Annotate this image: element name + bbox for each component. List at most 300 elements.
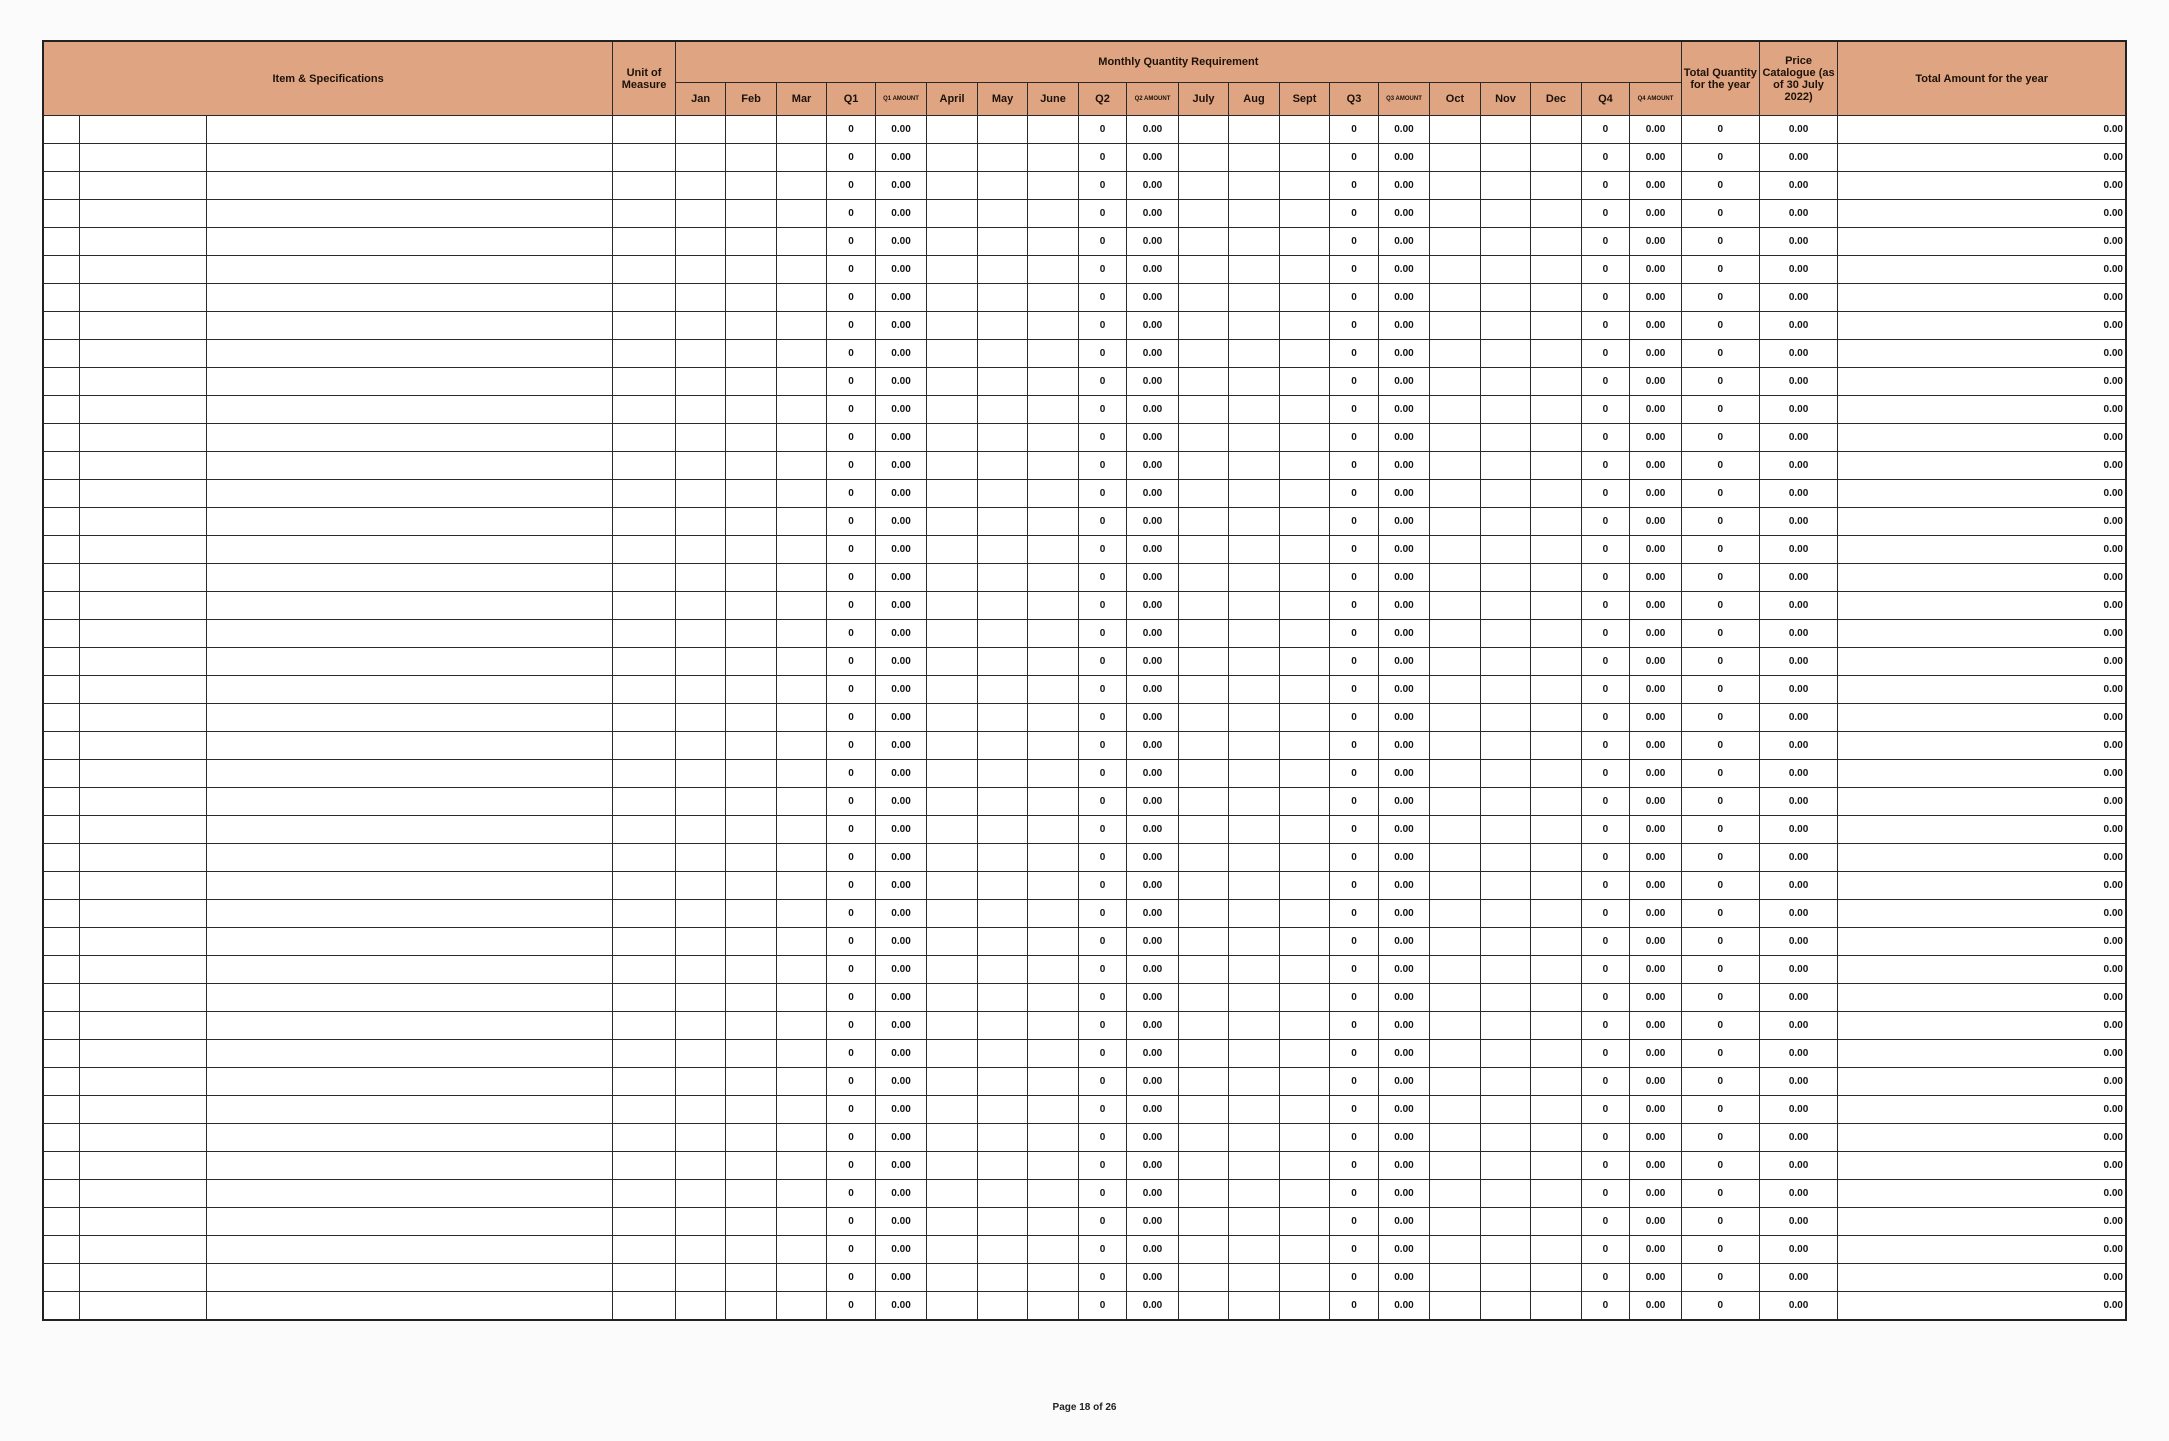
- jul-cell: [1178, 508, 1229, 536]
- total-amount-cell: 0.00: [1838, 788, 2126, 816]
- sep-cell: [1279, 1152, 1330, 1180]
- total-quantity-cell: 0: [1681, 200, 1759, 228]
- mar-cell: [776, 788, 827, 816]
- price-cell: 0.00: [1759, 312, 1838, 340]
- sep-cell: [1279, 1096, 1330, 1124]
- nov-cell: [1480, 1180, 1531, 1208]
- q1-amount-cell: 0.00: [875, 844, 927, 872]
- feb-cell: [726, 284, 777, 312]
- q1-amount-cell: 0.00: [875, 732, 927, 760]
- q3-cell: 0: [1330, 536, 1378, 564]
- total-quantity-cell: 0: [1681, 116, 1759, 144]
- jun-cell: [1028, 1208, 1079, 1236]
- feb-cell: [726, 676, 777, 704]
- q1-cell: 0: [827, 788, 875, 816]
- nov-cell: [1480, 172, 1531, 200]
- jul-cell: [1178, 424, 1229, 452]
- jul-cell: [1178, 788, 1229, 816]
- dec-cell: [1531, 1124, 1582, 1152]
- jun-cell: [1028, 704, 1079, 732]
- q4-amount-header: Q4 AMOUNT: [1630, 83, 1682, 116]
- may-cell: [977, 1124, 1028, 1152]
- total-amount-cell: 0.00: [1838, 1180, 2126, 1208]
- feb-cell: [726, 648, 777, 676]
- oct-cell: [1430, 228, 1481, 256]
- q3-amount-cell: 0.00: [1378, 984, 1430, 1012]
- row-number-cell: [43, 1068, 79, 1096]
- aug-cell: [1229, 620, 1280, 648]
- total-amount-cell: 0.00: [1838, 1236, 2126, 1264]
- price-cell: 0.00: [1759, 396, 1838, 424]
- sep-cell: [1279, 172, 1330, 200]
- q2-amount-cell: 0.00: [1127, 536, 1179, 564]
- jan-cell: [675, 116, 726, 144]
- q1-amount-cell: 0.00: [875, 116, 927, 144]
- dec-cell: [1531, 1208, 1582, 1236]
- q2-cell: 0: [1078, 1180, 1126, 1208]
- q4-amount-cell: 0.00: [1630, 256, 1682, 284]
- sep-cell: [1279, 312, 1330, 340]
- q2-amount-cell: 0.00: [1127, 704, 1179, 732]
- apr-cell: [927, 872, 978, 900]
- nov-cell: [1480, 508, 1531, 536]
- q2-cell: 0: [1078, 200, 1126, 228]
- table-row: [43, 1012, 2126, 1040]
- table-row: [43, 676, 2126, 704]
- q3-amount-cell: 0.00: [1378, 536, 1430, 564]
- item-specification-cell: [207, 368, 613, 396]
- q3-cell: 0: [1330, 816, 1378, 844]
- total-amount-cell: 0.00: [1838, 592, 2126, 620]
- q3-cell: 0: [1330, 452, 1378, 480]
- q1-amount-cell: 0.00: [875, 172, 927, 200]
- may-cell: [977, 508, 1028, 536]
- q4-cell: 0: [1581, 340, 1629, 368]
- q4-cell: 0: [1581, 396, 1629, 424]
- jul-cell: [1178, 676, 1229, 704]
- q4-amount-cell: 0.00: [1630, 116, 1682, 144]
- unit-cell: [613, 536, 676, 564]
- total-amount-header: Total Amount for the year: [1838, 41, 2126, 116]
- table-row: [43, 872, 2126, 900]
- jun-cell: [1028, 1012, 1079, 1040]
- q1-amount-cell: 0.00: [875, 1152, 927, 1180]
- unit-cell: [613, 144, 676, 172]
- item-specification-cell: [207, 256, 613, 284]
- q2-amount-cell: 0.00: [1127, 200, 1179, 228]
- jul-cell: [1178, 144, 1229, 172]
- table-row: [43, 648, 2126, 676]
- total-quantity-cell: 0: [1681, 368, 1759, 396]
- nov-cell: [1480, 844, 1531, 872]
- sep-cell: [1279, 872, 1330, 900]
- jun-cell: [1028, 1236, 1079, 1264]
- feb-cell: [726, 1096, 777, 1124]
- may-cell: [977, 620, 1028, 648]
- nov-cell: [1480, 452, 1531, 480]
- mar-cell: [776, 368, 827, 396]
- q2-cell: 0: [1078, 592, 1126, 620]
- q3-cell: 0: [1330, 704, 1378, 732]
- jun-cell: [1028, 1096, 1079, 1124]
- q3-cell: 0: [1330, 1292, 1378, 1320]
- dec-cell: [1531, 480, 1582, 508]
- q2-amount-cell: 0.00: [1127, 1208, 1179, 1236]
- total-quantity-cell: 0: [1681, 788, 1759, 816]
- oct-cell: [1430, 788, 1481, 816]
- q1-cell: 0: [827, 1096, 875, 1124]
- feb-cell: [726, 1124, 777, 1152]
- item-code-cell: [79, 760, 206, 788]
- apr-cell: [927, 676, 978, 704]
- sep-cell: [1279, 648, 1330, 676]
- total-amount-cell: 0.00: [1838, 536, 2126, 564]
- total-amount-cell: 0.00: [1838, 984, 2126, 1012]
- q4-cell: 0: [1581, 452, 1629, 480]
- item-code-cell: [79, 1040, 206, 1068]
- jan-cell: [675, 508, 726, 536]
- q2-amount-cell: 0.00: [1127, 1012, 1179, 1040]
- q3-cell: 0: [1330, 256, 1378, 284]
- price-cell: 0.00: [1759, 984, 1838, 1012]
- total-quantity-cell: 0: [1681, 676, 1759, 704]
- oct-cell: [1430, 704, 1481, 732]
- unit-cell: [613, 704, 676, 732]
- q4-amount-cell: 0.00: [1630, 452, 1682, 480]
- jul-cell: [1178, 1292, 1229, 1320]
- q4-cell: 0: [1581, 984, 1629, 1012]
- jan-cell: [675, 1012, 726, 1040]
- oct-cell: [1430, 536, 1481, 564]
- q2-cell: 0: [1078, 1124, 1126, 1152]
- q4-cell: 0: [1581, 956, 1629, 984]
- jul-cell: [1178, 1236, 1229, 1264]
- nov-cell: [1480, 564, 1531, 592]
- q4-cell: 0: [1581, 620, 1629, 648]
- price-cell: 0.00: [1759, 480, 1838, 508]
- q2-cell: 0: [1078, 1236, 1126, 1264]
- apr-cell: [927, 788, 978, 816]
- q1-amount-cell: 0.00: [875, 620, 927, 648]
- mar-cell: [776, 396, 827, 424]
- jul-cell: [1178, 1096, 1229, 1124]
- nov-cell: [1480, 1264, 1531, 1292]
- q3-cell: 0: [1330, 788, 1378, 816]
- row-number-cell: [43, 704, 79, 732]
- q1-amount-cell: 0.00: [875, 1096, 927, 1124]
- item-specification-cell: [207, 172, 613, 200]
- table-row: [43, 1124, 2126, 1152]
- aug-cell: [1229, 1292, 1280, 1320]
- oct-cell: [1430, 480, 1481, 508]
- total-amount-cell: 0.00: [1838, 1012, 2126, 1040]
- q2-cell: 0: [1078, 1152, 1126, 1180]
- aug-cell: [1229, 1208, 1280, 1236]
- price-cell: 0.00: [1759, 1068, 1838, 1096]
- nov-cell: [1480, 1096, 1531, 1124]
- item-code-cell: [79, 704, 206, 732]
- q4-amount-cell: 0.00: [1630, 1152, 1682, 1180]
- q4-cell: 0: [1581, 144, 1629, 172]
- q4-amount-cell: 0.00: [1630, 816, 1682, 844]
- jan-cell: [675, 956, 726, 984]
- nov-cell: [1480, 1068, 1531, 1096]
- apr-cell: [927, 704, 978, 732]
- q3-amount-cell: 0.00: [1378, 704, 1430, 732]
- price-cell: 0.00: [1759, 340, 1838, 368]
- feb-cell: [726, 872, 777, 900]
- feb-cell: [726, 732, 777, 760]
- item-specification-cell: [207, 1236, 613, 1264]
- q4-cell: 0: [1581, 788, 1629, 816]
- unit-of-measure-header: Unit of Measure: [613, 41, 676, 116]
- item-specification-cell: [207, 872, 613, 900]
- q2-cell: 0: [1078, 340, 1126, 368]
- price-cell: 0.00: [1759, 368, 1838, 396]
- q3-amount-cell: 0.00: [1378, 1124, 1430, 1152]
- mar-cell: [776, 592, 827, 620]
- feb-cell: [726, 844, 777, 872]
- q1-amount-cell: 0.00: [875, 396, 927, 424]
- table-row: [43, 760, 2126, 788]
- jul-cell: [1178, 368, 1229, 396]
- item-code-cell: [79, 928, 206, 956]
- mar-cell: [776, 816, 827, 844]
- unit-cell: [613, 844, 676, 872]
- q4-amount-cell: 0.00: [1630, 648, 1682, 676]
- table-body: [43, 116, 2126, 1320]
- total-quantity-cell: 0: [1681, 1180, 1759, 1208]
- q4-amount-cell: 0.00: [1630, 536, 1682, 564]
- nov-cell: [1480, 704, 1531, 732]
- oct-cell: [1430, 816, 1481, 844]
- unit-cell: [613, 424, 676, 452]
- mar-cell: [776, 564, 827, 592]
- nov-cell: [1480, 788, 1531, 816]
- q1-cell: 0: [827, 284, 875, 312]
- may-cell: [977, 284, 1028, 312]
- page-number: Page 18 of 26: [1052, 1402, 1117, 1413]
- q1-amount-cell: 0.00: [875, 1124, 927, 1152]
- nov-cell: [1480, 872, 1531, 900]
- q1-cell: 0: [827, 508, 875, 536]
- feb-cell: [726, 564, 777, 592]
- row-number-cell: [43, 368, 79, 396]
- price-cell: 0.00: [1759, 116, 1838, 144]
- jan-cell: [675, 1208, 726, 1236]
- item-code-cell: [79, 536, 206, 564]
- aug-cell: [1229, 368, 1280, 396]
- feb-cell: [726, 1264, 777, 1292]
- q2-cell: 0: [1078, 900, 1126, 928]
- item-code-cell: [79, 116, 206, 144]
- may-cell: [977, 1236, 1028, 1264]
- total-amount-cell: 0.00: [1838, 564, 2126, 592]
- feb-cell: [726, 116, 777, 144]
- may-cell: [977, 564, 1028, 592]
- mar-cell: [776, 200, 827, 228]
- q1-amount-cell: 0.00: [875, 1068, 927, 1096]
- jun-cell: [1028, 1180, 1079, 1208]
- q1-cell: 0: [827, 900, 875, 928]
- jun-cell: [1028, 1152, 1079, 1180]
- total-quantity-cell: 0: [1681, 844, 1759, 872]
- q1-cell: 0: [827, 984, 875, 1012]
- q4-amount-cell: 0.00: [1630, 676, 1682, 704]
- q1-cell: 0: [827, 144, 875, 172]
- jan-cell: [675, 984, 726, 1012]
- mar-cell: [776, 956, 827, 984]
- item-specification-cell: [207, 1292, 613, 1320]
- q3-cell: 0: [1330, 1180, 1378, 1208]
- q2-cell: 0: [1078, 788, 1126, 816]
- item-code-cell: [79, 1096, 206, 1124]
- mar-cell: [776, 1068, 827, 1096]
- apr-cell: [927, 732, 978, 760]
- q2-cell: 0: [1078, 620, 1126, 648]
- q2-cell: 0: [1078, 256, 1126, 284]
- q4-cell: 0: [1581, 116, 1629, 144]
- jul-cell: [1178, 1152, 1229, 1180]
- nov-cell: [1480, 1040, 1531, 1068]
- q1-amount-cell: 0.00: [875, 1292, 927, 1320]
- item-code-cell: [79, 200, 206, 228]
- q3-amount-cell: 0.00: [1378, 900, 1430, 928]
- apr-cell: [927, 1236, 978, 1264]
- jan-cell: [675, 1236, 726, 1264]
- jun-cell: [1028, 1124, 1079, 1152]
- item-code-cell: [79, 228, 206, 256]
- item-specification-cell: [207, 592, 613, 620]
- q1-amount-cell: 0.00: [875, 1264, 927, 1292]
- apr-cell: [927, 340, 978, 368]
- q2-cell: 0: [1078, 536, 1126, 564]
- may-cell: [977, 676, 1028, 704]
- q3-amount-cell: 0.00: [1378, 648, 1430, 676]
- feb-cell: [726, 1236, 777, 1264]
- sep-cell: [1279, 284, 1330, 312]
- price-cell: 0.00: [1759, 592, 1838, 620]
- item-specifications-header: Item & Specifications: [43, 41, 613, 116]
- q1-amount-cell: 0.00: [875, 760, 927, 788]
- oct-cell: [1430, 1040, 1481, 1068]
- total-amount-cell: 0.00: [1838, 396, 2126, 424]
- row-number-cell: [43, 984, 79, 1012]
- q1-amount-cell: 0.00: [875, 508, 927, 536]
- item-specification-cell: [207, 928, 613, 956]
- nov-cell: [1480, 144, 1531, 172]
- q4-cell: 0: [1581, 424, 1629, 452]
- q1-cell: 0: [827, 760, 875, 788]
- unit-cell: [613, 900, 676, 928]
- q2-cell: 0: [1078, 732, 1126, 760]
- jul-cell: [1178, 620, 1229, 648]
- jan-cell: [675, 844, 726, 872]
- q1-amount-cell: 0.00: [875, 564, 927, 592]
- aug-cell: [1229, 508, 1280, 536]
- table-row: [43, 228, 2126, 256]
- q1-cell: 0: [827, 172, 875, 200]
- total-quantity-cell: 0: [1681, 256, 1759, 284]
- unit-cell: [613, 116, 676, 144]
- unit-cell: [613, 928, 676, 956]
- oct-cell: [1430, 1124, 1481, 1152]
- sep-cell: [1279, 984, 1330, 1012]
- q4-cell: 0: [1581, 1152, 1629, 1180]
- jul-cell: [1178, 956, 1229, 984]
- feb-cell: [726, 144, 777, 172]
- aug-cell: [1229, 1012, 1280, 1040]
- dec-cell: [1531, 536, 1582, 564]
- price-cell: 0.00: [1759, 424, 1838, 452]
- total-quantity-cell: 0: [1681, 900, 1759, 928]
- nov-cell: [1480, 228, 1531, 256]
- q2-amount-cell: 0.00: [1127, 1264, 1179, 1292]
- q4-cell: 0: [1581, 536, 1629, 564]
- item-code-cell: [79, 1236, 206, 1264]
- jan-cell: [675, 452, 726, 480]
- q2-amount-cell: 0.00: [1127, 592, 1179, 620]
- month-header-sep: Sept: [1279, 83, 1330, 116]
- jan-cell: [675, 1040, 726, 1068]
- jul-cell: [1178, 760, 1229, 788]
- dec-cell: [1531, 984, 1582, 1012]
- price-cell: 0.00: [1759, 1096, 1838, 1124]
- mar-cell: [776, 536, 827, 564]
- q3-cell: 0: [1330, 424, 1378, 452]
- q4-amount-cell: 0.00: [1630, 760, 1682, 788]
- q4-amount-cell: 0.00: [1630, 144, 1682, 172]
- nov-cell: [1480, 340, 1531, 368]
- may-cell: [977, 1264, 1028, 1292]
- jun-cell: [1028, 284, 1079, 312]
- total-amount-cell: 0.00: [1838, 228, 2126, 256]
- table-row: [43, 256, 2126, 284]
- q4-amount-cell: 0.00: [1630, 1012, 1682, 1040]
- item-specification-cell: [207, 508, 613, 536]
- oct-cell: [1430, 284, 1481, 312]
- total-quantity-cell: 0: [1681, 592, 1759, 620]
- q4-cell: 0: [1581, 256, 1629, 284]
- month-header-jun: June: [1028, 83, 1079, 116]
- may-cell: [977, 788, 1028, 816]
- row-number-cell: [43, 1208, 79, 1236]
- unit-cell: [613, 732, 676, 760]
- month-header-mar: Mar: [776, 83, 827, 116]
- total-quantity-cell: 0: [1681, 732, 1759, 760]
- oct-cell: [1430, 1012, 1481, 1040]
- unit-cell: [613, 172, 676, 200]
- may-cell: [977, 1152, 1028, 1180]
- table-row: [43, 928, 2126, 956]
- oct-cell: [1430, 1152, 1481, 1180]
- jul-cell: [1178, 228, 1229, 256]
- apr-cell: [927, 1208, 978, 1236]
- jan-cell: [675, 564, 726, 592]
- item-specification-cell: [207, 760, 613, 788]
- q1-cell: 0: [827, 116, 875, 144]
- nov-cell: [1480, 760, 1531, 788]
- dec-cell: [1531, 116, 1582, 144]
- total-amount-cell: 0.00: [1838, 144, 2126, 172]
- total-quantity-cell: 0: [1681, 1096, 1759, 1124]
- apr-cell: [927, 956, 978, 984]
- apr-cell: [927, 172, 978, 200]
- total-amount-cell: 0.00: [1838, 1264, 2126, 1292]
- q4-cell: 0: [1581, 900, 1629, 928]
- jan-cell: [675, 1152, 726, 1180]
- item-specification-cell: [207, 1152, 613, 1180]
